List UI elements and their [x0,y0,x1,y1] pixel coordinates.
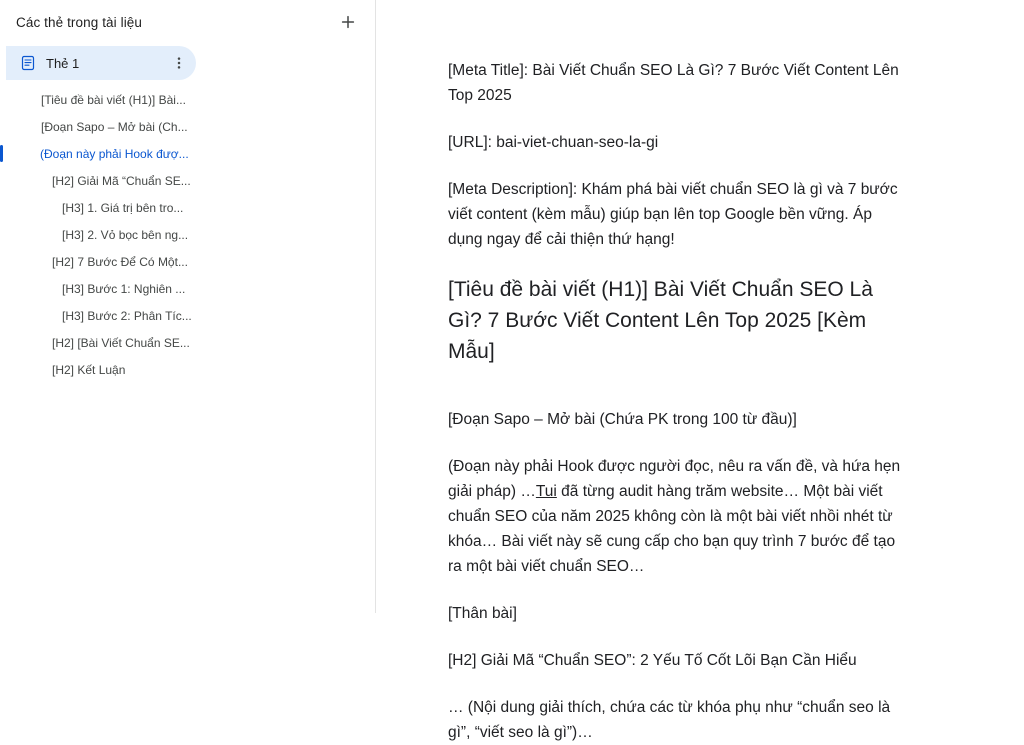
document-scrollbar[interactable] [1016,0,1024,613]
hook-underlined-word: Tui [535,483,557,500]
outline-item-label: [H3] Bước 2: Phân Tíc... [62,308,192,323]
outline-item-label: [H2] 7 Bước Để Có Một... [52,254,188,269]
outline-active-bar [0,118,3,135]
outline-item-4[interactable] [0,194,375,221]
outline-item-8[interactable] [0,302,375,329]
add-tab-button[interactable] [335,9,361,35]
paragraph-url: [URL]: bai-viet-chuan-seo-la-gi [448,134,659,151]
paragraph-meta-description: [Meta Description]: Khám phá bài viết chuẩn SEO là gì và 7 bước viết content (kèm mẫu) giúp bạn lên top Google bền vững. Áp dụng ngay để cải thiện thứ hạng! [448,181,898,248]
hook-text-after: đã từng audit hàng trăm website… Một bài viết chuẩn SEO của năm 2025 không còn là một bài viết nhồi nhét từ khóa… Bài viết này sẽ cung cấp cho bạn quy trình 7 bước để tạo ra một bài viết chuẩn SEO… [448,483,896,575]
paragraph-than-bai: [Thân bài] [448,605,517,622]
outline-item-9[interactable] [0,329,375,356]
outline-active-bar [0,253,3,270]
outline-item-0[interactable] [0,86,375,113]
more-vertical-icon [172,56,186,70]
document-tabs-sidebar [0,0,376,613]
outline-item-6[interactable] [0,248,375,275]
outline-item-2[interactable] [0,140,375,167]
outline-item-label: [H2] [Bài Viết Chuẩn SE... [52,335,190,350]
outline-active-bar [0,307,3,324]
tab-options-button[interactable] [168,52,190,74]
sidebar-header [0,0,375,44]
outline-item-label: [H3] 2. Vỏ bọc bên ng... [62,227,189,242]
document-icon [20,55,36,71]
document-text-area[interactable] [376,0,1024,745]
outline-active-bar [0,145,3,162]
outline-item-5[interactable] [0,221,375,248]
outline-list [0,86,375,383]
paragraph-sapo-label: [Đoạn Sapo – Mở bài (Chứa PK trong 100 từ đầu)] [448,411,797,428]
sidebar-title: Các thẻ trong tài liệu [16,14,143,30]
outline-item-label: [Tiêu đề bài viết (H1)] Bài... [41,92,186,107]
hook-text-before: (Đoạn này phải Hook được người đọc, nêu ra vấn đề, và hứa hẹn giải pháp) … [448,458,901,500]
paragraph-noi-dung-giai-thich: … (Nội dung giải thích, chứa các từ khóa phụ như “chuẩn seo là gì”, “viết seo là gì”)… [448,699,891,741]
outline-active-bar [0,199,3,216]
outline-active-bar [0,172,3,189]
outline-active-bar [0,361,3,378]
plus-icon [340,14,356,30]
outline-item-label: (Đoạn này phải Hook đượ... [40,146,189,161]
tab-label: Thẻ 1 [46,55,80,71]
outline-item-1[interactable] [0,113,375,140]
paragraph-hook [448,454,906,579]
outline-active-bar [0,91,3,108]
paragraph-h2-giai-ma: [H2] Giải Mã “Chuẩn SEO”: 2 Yếu Tố Cốt Lõi Bạn Cần Hiểu [448,652,857,669]
outline-active-bar [0,226,3,243]
outline-item-3[interactable] [0,167,375,194]
heading-h1: [Tiêu đề bài viết (H1)] Bài Viết Chuẩn SEO Là Gì? 7 Bước Viết Content Lên Top 2025 [Kèm Mẫu] [448,278,873,363]
outline-item-label: [H3] Bước 1: Nghiên ... [62,281,186,296]
outline-item-label: [Đoạn Sapo – Mở bài (Ch... [41,119,188,134]
outline-active-bar [0,334,3,351]
outline-active-bar [0,280,3,297]
outline-item-label: [H2] Giải Mã “Chuẩn SE... [52,173,191,188]
outline-item-label: [H2] Kết Luận [52,362,126,377]
document-canvas[interactable] [376,0,1024,741]
outline-item-7[interactable] [0,275,375,302]
tab-item-the-1[interactable] [6,46,196,80]
paragraph-meta-title: [Meta Title]: Bài Viết Chuẩn SEO Là Gì? 7 Bước Viết Content Lên Top 2025 [448,62,899,104]
outline-item-label: [H3] 1. Giá trị bên tro... [62,200,184,215]
outline-item-10[interactable] [0,356,375,383]
